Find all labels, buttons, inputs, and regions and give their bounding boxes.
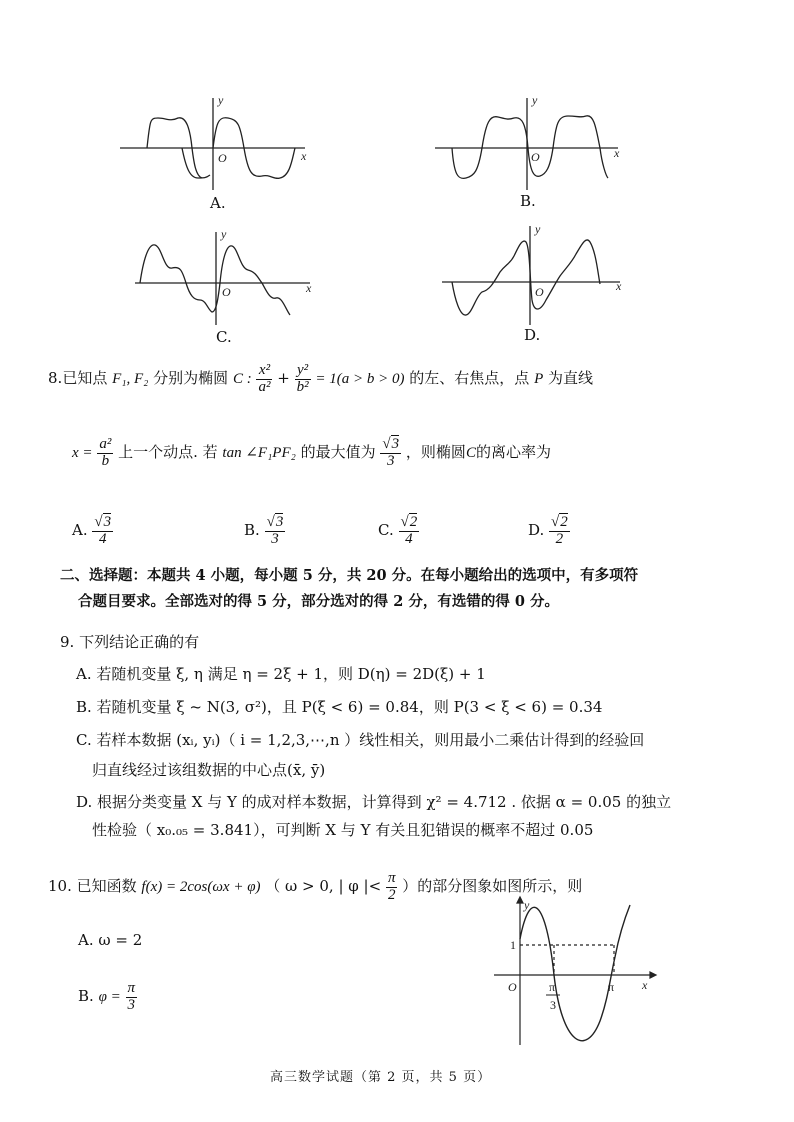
q9-option-c-line1[interactable]: C. 若样本数据 (xᵢ, yᵢ)（ i = 1,2,3,⋯,n ）线性相关，则用最小二乘估计得到的经验回 <box>76 731 645 749</box>
q10-option-b[interactable]: B. φ = $\frac{\pi}{3}$ <box>78 979 136 1013</box>
q8-option-c[interactable]: C. $\frac{√2}{4}$ <box>378 513 418 547</box>
graph-d-x-label: x <box>616 279 622 293</box>
q10-graph <box>490 895 670 1050</box>
graph-b-x-label: x <box>614 146 620 160</box>
q10-graph-x-label: x <box>642 978 648 992</box>
graph-c <box>135 232 310 325</box>
q9-option-d-line2: 性检验（ x₀.₀₅ = 3.841），可判断 X 与 Y 有关且犯错误的概率不超过 0.05 <box>92 821 594 839</box>
section2-line2: 合题目要求。全部选对的得 5 分，部分选对的得 2 分，有选错的得 0 分。 <box>78 593 560 610</box>
graph-d-origin: O <box>535 285 544 299</box>
graph-b-origin: O <box>531 150 540 164</box>
graph-a-y-label: y <box>218 93 224 107</box>
section2-line1: 二、选择题：本题共 4 小题，每小题 5 分，共 20 分。在每小题给出的选项中，有多项符 <box>60 567 639 584</box>
q10-stem: 10. 已知函数 f(x) = 2cos(ωx + φ) （ ω > 0, | φ |< $\frac{\pi}{2}$ ）的部分图象如图所示，则 <box>48 869 583 903</box>
q8-option-d[interactable]: D. $\frac{√2}{2}$ <box>528 513 568 547</box>
graph-c-y-label: y <box>221 227 227 241</box>
graph-a-origin: O <box>218 151 227 165</box>
graph-b-y-label: y <box>532 93 538 107</box>
graph-d-y-label: y <box>535 222 541 236</box>
q10-graph-pi3-num: π <box>549 980 556 994</box>
q10-graph-pi-label: π <box>608 980 615 994</box>
q8-line1: 8.已知点 F₁, F₂ 分别为椭圆 C : $\frac{\text{x²}}{\text{a²}}$ + $\frac{\text{y²}}{\text{b²}}$ = 1(a > b > 0) 的左、右焦点，点 P 为直线 <box>48 361 594 395</box>
graph-c-caption: C. <box>216 328 232 346</box>
page-footer: 高三数学试题（第 2 页，共 5 页） <box>270 1070 492 1085</box>
q9-option-d-line1[interactable]: D. 根据分类变量 X 与 Y 的成对样本数据，计算得到 χ² = 4.712 . 依据 α = 0.05 的独立 <box>76 793 672 811</box>
q9-option-c-line2: 归直线经过该组数据的中心点(x̄, ȳ) <box>92 761 326 779</box>
graph-c-x-label: x <box>306 281 312 295</box>
q10-graph-pi3-den: 3 <box>550 998 556 1012</box>
q10-graph-one-label: 1 <box>510 938 516 952</box>
graph-d <box>442 226 620 325</box>
q10-graph-origin: O <box>508 980 517 994</box>
option-graphs <box>0 0 794 345</box>
q8-option-a[interactable]: A. $\frac{√3}{4}$ <box>72 513 112 547</box>
graph-c-origin: O <box>222 285 231 299</box>
q9-option-a[interactable]: A. 若随机变量 ξ, η 满足 η = 2ξ + 1，则 D(η) = 2D(ξ) + 1 <box>76 665 486 683</box>
q8-option-b[interactable]: B. $\frac{√3}{3}$ <box>244 513 284 547</box>
q9-stem: 9. 下列结论正确的有 <box>60 633 200 651</box>
q10-graph-y-label: y <box>524 898 530 912</box>
graph-a-caption: A. <box>210 194 226 212</box>
q10-option-a[interactable]: A. ω = 2 <box>78 931 143 949</box>
graph-d-caption: D. <box>524 326 541 344</box>
graph-a-x-label: x <box>301 149 307 163</box>
graph-b <box>435 98 618 190</box>
graph-b-caption: B. <box>520 192 536 210</box>
q9-option-b[interactable]: B. 若随机变量 ξ ~ N(3, σ²)，且 P(ξ < 6) = 0.84，则 P(3 < ξ < 6) = 0.34 <box>76 698 603 716</box>
graph-a <box>120 98 305 190</box>
q8-line2: x = $\frac{\text{a²}}{b}$ 上一个动点. 若 tan ∠F₁PF₂ 的最大值为 $\frac{√3}{3}$ ，则椭圆C的离心率为 <box>72 435 551 469</box>
